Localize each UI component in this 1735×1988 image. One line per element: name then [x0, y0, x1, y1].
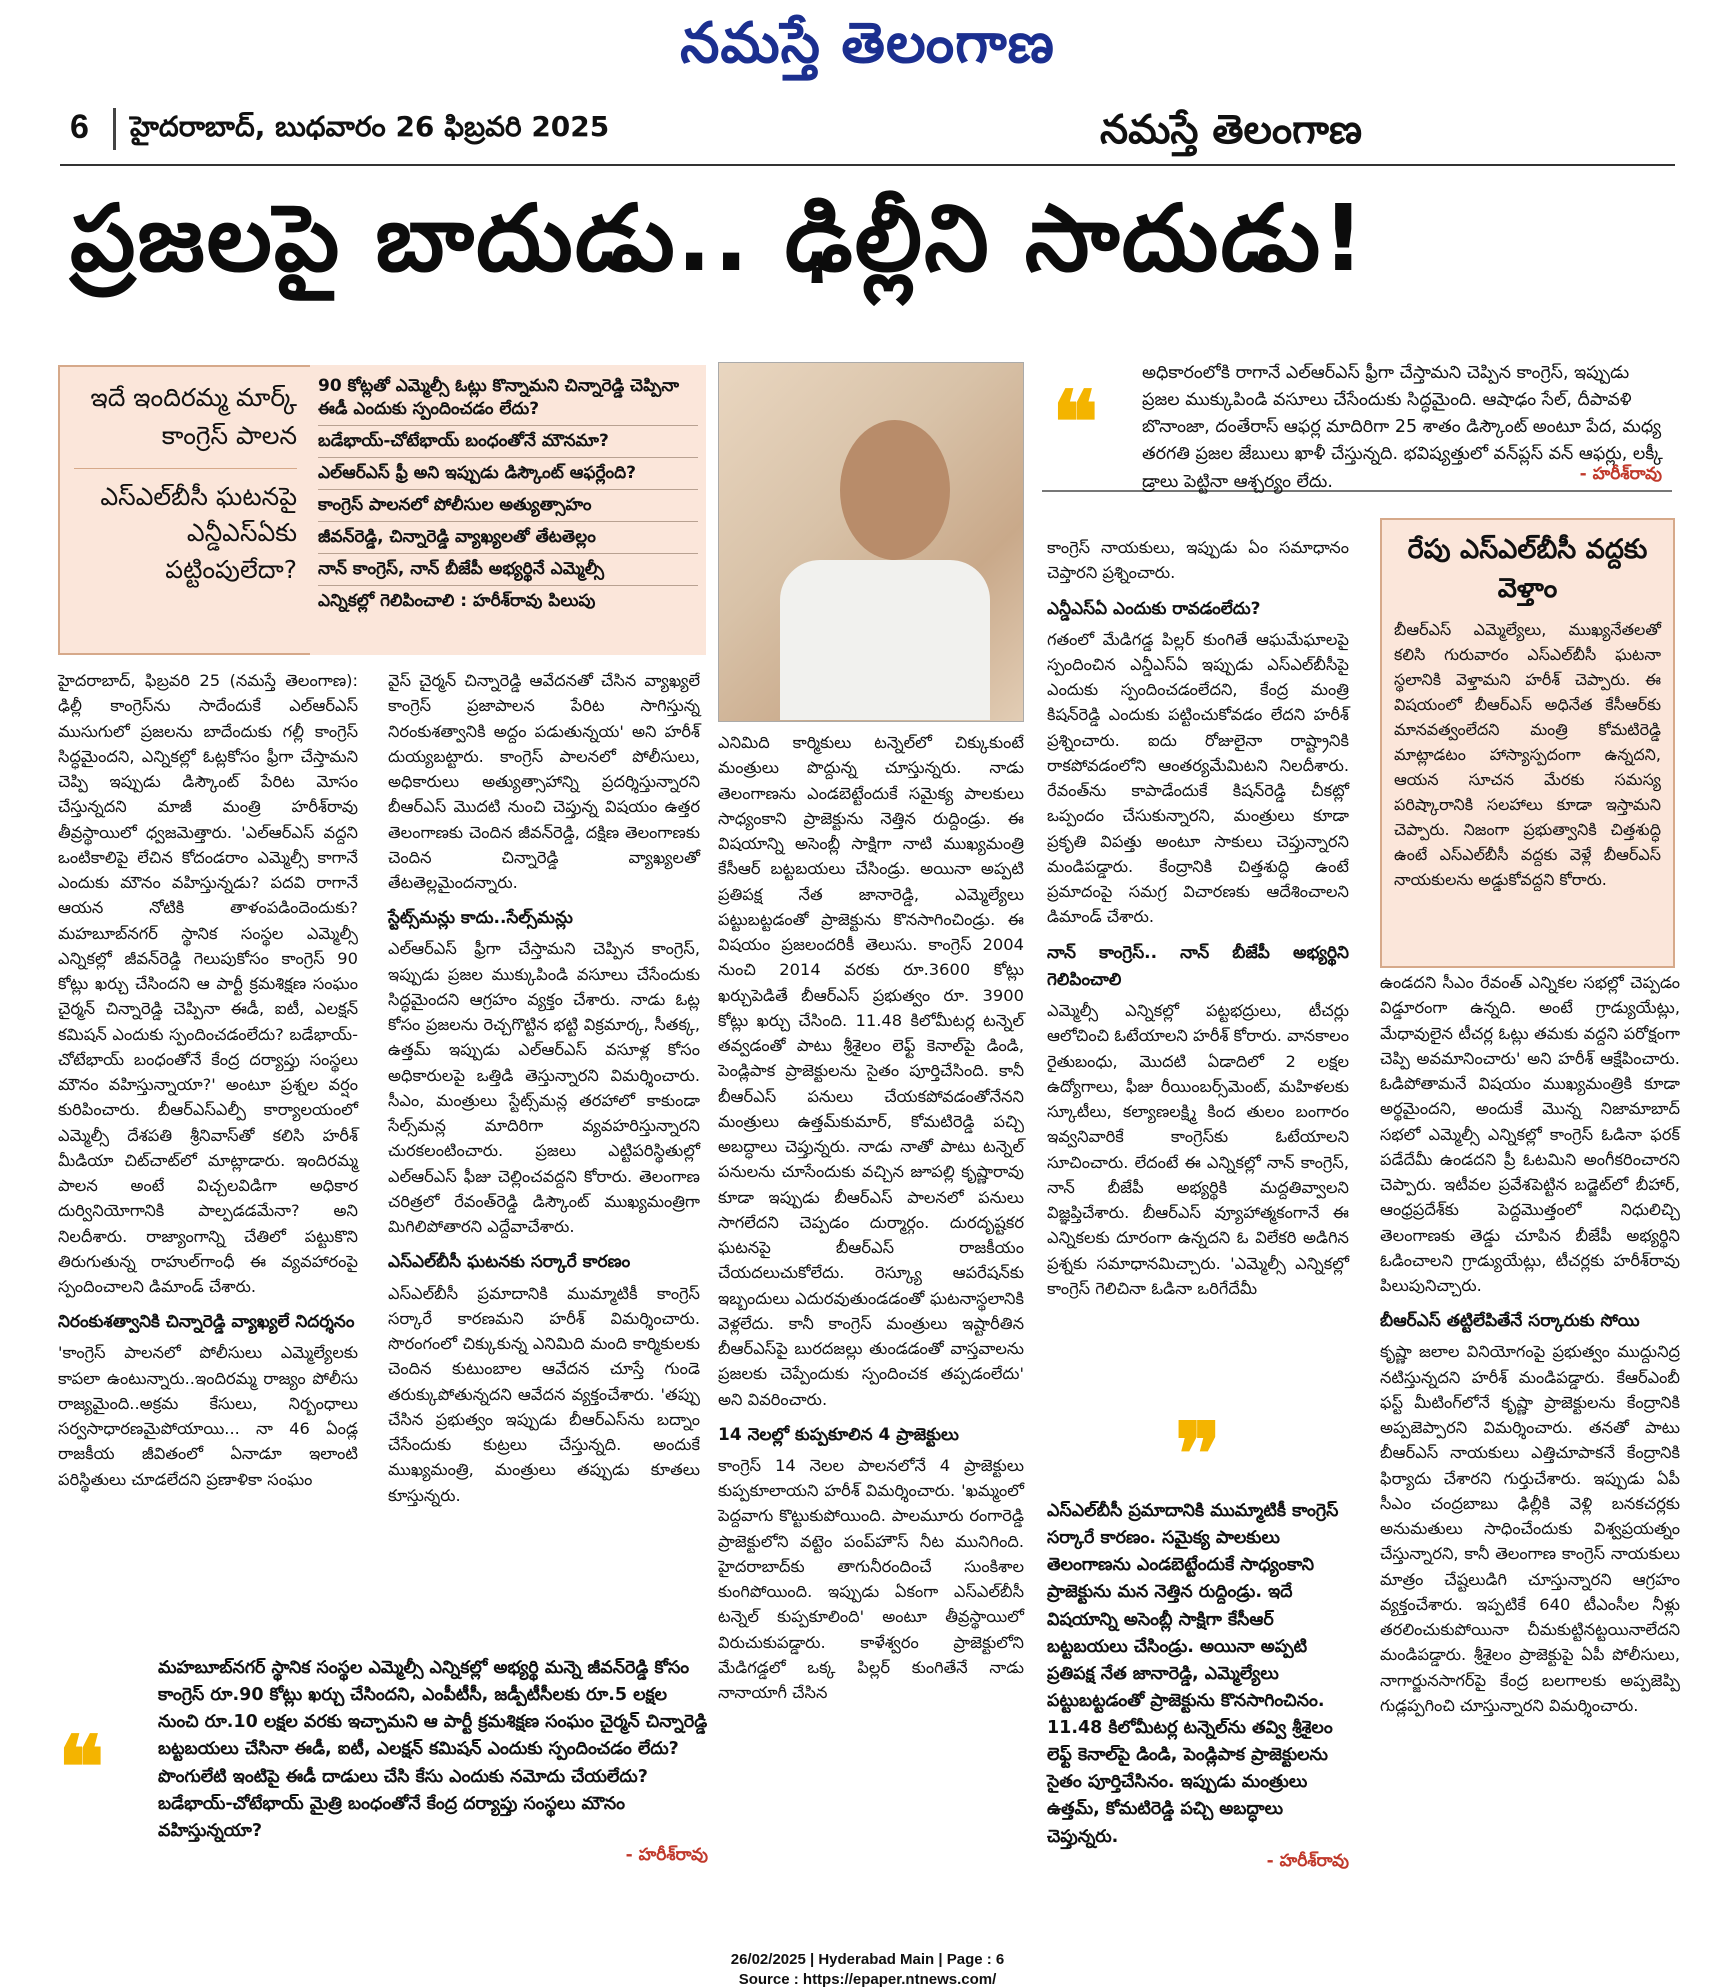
subheading: నిరంకుశత్వానికి చిన్నారెడ్డి వ్యాఖ్యలే నిదర్శనం — [58, 1312, 355, 1333]
quote-icon: ❝ — [58, 1717, 105, 1818]
article-paragraph: ఎస్ఎల్‌బీసీ ప్రమాదానికి ముమ్మాటికీ కాంగ్రెస్ సర్కారే కారణమని హరీశ్ విమర్శించారు. సొరంగంలో చిక్కుకున్న ఎనిమిది మంది కార్మికులకు చెందిన కుటుంబాల ఆవేదన చూస్తే గుండె తరుక్కుపోతున్నదని ఆవేదన వ్యక్తంచేశారు. 'తప్పు చేసిన ప్రభుత్వం ఇప్పుడు బీఆర్ఎస్‌ను బద్నాం చేసేందుకు కుట్రలు చేస్తున్నది. అందుకే ముఖ్యమంత్రి, మంత్రులు తప్పుడు కూతలు కూస్తున్నరు. — [388, 1283, 700, 1505]
quote-signature: - హరీశ్‌రావు — [625, 1844, 708, 1865]
masthead-logo: నమస్తే తెలంగాణ — [680, 10, 1055, 76]
quote-signature: - హరీశ్‌రావు — [1266, 1850, 1349, 1871]
header-rule — [60, 164, 1675, 166]
article-column-3 — [718, 730, 1024, 1705]
highlight-item: నాన్ కాంగ్రెస్, నాన్ బీజేపీ అభ్యర్థినే ఎమ్మెల్సీ — [318, 554, 698, 586]
footer-source: Source : https://epaper.ntnews.com/ — [738, 1970, 997, 1988]
subheading: ఎన్డీఎస్ఏ ఎందుకు రావడంలేదు? — [1047, 598, 1261, 619]
highlight-item: బడేభాయ్-చోటేభాయ్ బంధంతోనే మౌనమా? — [318, 426, 698, 458]
quote-signature: - హరీశ్‌రావు — [1579, 464, 1662, 484]
headline: ప్రజలపై బాదుడు.. ఢిల్లీని సాదుడు! — [70, 185, 1367, 292]
dateline: హైదరాబాద్, బుధవారం 26 ఫిబ్రవరి 2025 — [130, 110, 610, 143]
quote-text: మహబూబ్‌నగర్ స్థానిక సంస్థల ఎమ్మెల్సీ ఎన్నికల్లో అభ్యర్థి మన్నె జీవన్‌రెడ్డి కోసం కాంగ్రెస్ రూ.90 కోట్లు ఖర్చు చేసిందని, ఎంపీటీసీ, జడ్పీటీసీలకు రూ.5 లక్షల నుంచి రూ.10 లక్షల వరకు ఇచ్చామని ఆ పార్టీ క్రమశిక్షణ సంఘం చైర్మన్ చిన్నారెడ్డి బట్టబయలు చేసినా ఈడీ, ఐటీ, ఎలక్షన్ కమిషన్ ఎందుకు స్పందించడం లేదు? పొంగులేటి ఇంటిపై ఈడీ దాడులు చేసి కేసు ఎందుకు నమోదు చేయలేదు? బడేభాయ్-చోటేభాయ్ మైత్రి బంధంతోనే కేంద్ర దర్యాప్తు సంస్థలు మౌనం వహిస్తున్నయా? — [158, 1658, 708, 1841]
subheading: బీఆర్ఎస్ తట్టిలేపితేనే సర్కారుకు సోయి — [1380, 1311, 1640, 1332]
article-paragraph: కృష్ణా జలాల వినియోగంపై ప్రభుత్వం ముద్దునిద్ర నటిస్తున్నదని హరీశ్ మండిపడ్డారు. కేఆర్ఎంబీ ఫస్ట్ మీటింగ్‌లోనే కృష్ణా ప్రాజెక్టులను కేంద్రానికి అప్పజెప్పారని విమర్శించారు. తనతో పాటు బీఆర్ఎస్ నాయకులు ఎత్తిచూపాకనే కేంద్రానికి ఫిర్యాదు చేశారని గుర్తుచేశారు. ఇప్పుడు ఏపీ సీఎం చంద్రబాబు ఢిల్లీకి వెళ్లి బనకచర్లకు అనుమతులు సాధించేందుకు విశ్వప్రయత్నం చేస్తున్నారని, కానీ తెలంగాణ కాంగ్రెస్ నాయకులు మాత్రం చేష్టలుడిగి చూస్తున్నారని ఆగ్రహం వ్యక్తంచేశారు. ఇప్పటికే 640 టీఎంసీల నీళ్లు తరలించుకుపోయినా చీమకుట్టినట్టయినాలేదని మండిపడ్డారు. శ్రీశైలం ప్రాజెక్టుపై ఏపీ పోలీసులు, నాగార్జునసాగర్‌పై కేంద్ర బలగాలకు అప్పజెప్పి గుడ్లప్పగించి చూస్తున్నారని విమర్శించారు. — [1380, 1342, 1680, 1715]
highlight-item: ఎల్ఆర్ఎస్ ఫ్రీ అని ఇప్పుడు డిస్కౌంట్ ఆఫర్లేంది? — [318, 458, 698, 490]
subheading: ఎస్ఎల్‌బీసీ ఘటనకు సర్కారే కారణం — [388, 1252, 631, 1273]
footer — [0, 1950, 1735, 1988]
article-column-2 — [388, 668, 700, 1508]
article-column-4 — [1047, 535, 1349, 1301]
article-paragraph: ఎల్ఆర్ఎస్ ఫ్రీగా చేస్తామని చెప్పిన కాంగ్రెస్, ఇప్పుడు ప్రజల ముక్కుపిండి వసూలు చేసేందుకు సిద్ధమైందని ఆగ్రహం వ్యక్తం చేశారు. నాడు ఓట్ల కోసం ప్రజలను రెచ్చగొట్టిన భట్టి విక్రమార్క, సీతక్క, ఉత్తమ్ ఇప్పుడు ఎల్ఆర్ఎస్ వసూళ్ల కోసం అధికారులపై ఒత్తిడి తెస్తున్నారని విమర్శించారు. సీఎం, మంత్రులు స్టేట్స్‌మన్ల తరహాలో కాకుండా సేల్స్‌మన్ల మాదిరిగా వ్యవహరిస్తున్నారని చురకలంటించారు. ప్రజలు ఎట్టిపరిస్థితుల్లో ఎల్ఆర్ఎస్ ఫీజు చెల్లించవద్దని కోరారు. తెలంగాణ చరిత్రలో రేవంత్‌రెడ్డి డిస్కౌంట్ ముఖ్యమంత్రిగా మిగిలిపోతారని ఎద్దేవాచేశారు. — [388, 939, 700, 1237]
quote-text: అధికారంలోకి రాగానే ఎల్ఆర్ఎస్ ఫ్రీగా చేస్తామని చెప్పిన కాంగ్రెస్, ఇప్పుడు ప్రజల ముక్కుపిండి వసూలు చేసేందుకు సిద్ధమైంది. ఆషాఢం సేల్, దీపావళి బొనాంజా, దంతేరాస్ ఆఫర్ల మాదిరిగా 25 శాతం డిస్కౌంట్ అంటూ పేద, మధ్య తరగతి ప్రజల జేబులు ఖాళీ చేస్తున్నది. భవిష్యత్తులో వన్‌ప్లస్ వన్ ఆఫర్లు, లక్కీ డ్రాలు పెట్టినా ఆశ్చర్యం లేదు. — [1142, 363, 1663, 492]
divider — [113, 108, 116, 150]
highlight-item: జీవన్‌రెడ్డి, చిన్నారెడ్డి వ్యాఖ్యలతో తేటతెల్లం — [318, 522, 698, 554]
page-number: 6 — [70, 108, 89, 146]
highlight-item: ఎన్నికల్లో గెలిపించాలి : హరీశ్‌రావు పిలుపు — [318, 590, 596, 611]
sidebar-title: రేపు ఎస్ఎల్‌బీసీ వద్దకు వెళ్తాం — [1407, 534, 1648, 605]
article-paragraph: వైస్ చైర్మన్ చిన్నారెడ్డి ఆవేదనతో చేసిన వ్యాఖ్యలే కాంగ్రెస్ ప్రజాపాలన పేరిట సాగిస్తున్న నిరంకుశత్వానికి అద్దం పడుతున్నయ' అని హరీశ్ దుయ్యబట్టారు. కాంగ్రెస్ పాలనలో పోలీసులు, అధికారులు అత్యుత్సాహాన్ని ప్రదర్శిస్తున్నారని బీఆర్ఎస్ మొదటి నుంచి చెప్తున్న విషయం ఉత్తర తెలంగాణకు చెందిన జీవన్‌రెడ్డి, దక్షిణ తెలంగాణకు చెందిన చిన్నారెడ్డి వ్యాఖ్యలతో తేటతెల్లమైందన్నారు. — [388, 671, 700, 892]
article-paragraph: కాంగ్రెస్ నాయకులు, ఇప్పుడు ఏం సమాధానం చెప్తారని ప్రశ్నించారు. — [1047, 538, 1349, 583]
highlight-item: 90 కోట్లతో ఎమ్మెల్సీ ఓట్లు కొన్నామని చిన్నారెడ్డి చెప్పినా ఈడీ ఎందుకు స్పందించడం లేదు? — [318, 371, 698, 426]
pull-quote-middle — [1047, 1404, 1349, 1875]
article-paragraph: 'కాంగ్రెస్ పాలనలో పోలీసులు ఎమ్మెల్యేలకు కాపలా ఉంటున్నారు..ఇందిరమ్మ రాజ్యం పోలీసు రాజ్యమైంది..అక్రమ కేసులు, నిర్బంధాలు సర్వసాధారణమైపోయాయి... నా 46 ఏండ్ల రాజకీయ జీవితంలో ఏనాడూ ఇలాంటి పరిస్థితులు చూడలేదని ప్రణాళికా సంఘం — [58, 1343, 358, 1489]
article-paragraph: కాంగ్రెస్ 14 నెలల పాలనలోనే 4 ప్రాజెక్టులు కుప్పకూలాయని హరీశ్ విమర్శించారు. 'ఖమ్మంలో పెద్దవాగు కొట్టుకుపోయింది. పాలమూరు రంగారెడ్డి ప్రాజెక్టులోని వట్టెం పంప్‌హౌస్ నీట మునిగింది. హైదరాబాద్‌కు తాగునీరందించే సుంకిశాల కుంగిపోయింది. ఇప్పుడు ఏకంగా ఎస్ఎల్‌బీసీ టన్నెల్ కుప్పకూలింది' అంటూ తీవ్రస్థాయిలో విరుచుకుపడ్డారు. కాళేశ్వరం ప్రాజెక్టులోని మేడిగడ్డలో ఒక్క పిల్లర్ కుంగితేనే నాడు నానాయాగీ చేసిన — [718, 1455, 1024, 1703]
subheading: స్టేట్స్‌మన్లు కాదు..సేల్స్‌మన్లు — [388, 908, 573, 929]
sidebar-body: బీఆర్ఎస్ ఎమ్మెల్యేలు, ముఖ్యనేతలతో కలిసి గురువారం ఎస్ఎల్‌బీసీ ఘటనా స్థలానికి వెళ్తామని హరీశ్ చెప్పారు. ఈ విషయంలో బీఆర్ఎస్ అధినేత కేసీఆర్‌కు మానవత్వంలేదని మంత్రి కోమటిరెడ్డి మాట్లాడటం హాస్యాస్పదంగా ఉన్నదని, ఆయన సూచన మేరకు సమస్య పరిష్కారానికి సలహాలు కూడా ఇస్తామని చెప్పారు. నిజంగా ప్రభుత్వానికి చిత్తశుద్ధి ఉంటే ఎస్ఎల్‌బీసీ వద్దకు వెళ్లే బీఆర్ఎస్ నాయకులను అడ్డుకోవద్దని కోరారు. — [1394, 620, 1661, 889]
highlight-item: కాంగ్రెస్ పాలనలో పోలీసుల అత్యుత్సాహం — [318, 490, 698, 522]
pull-quote-top — [1042, 360, 1672, 492]
article-column-1 — [58, 668, 358, 1492]
quote-icon: ❞ — [1174, 1404, 1222, 1505]
article-paragraph: ఉండదని సీఎం రేవంత్ ఎన్నికల సభల్లో చెప్పడం విడ్డూరంగా ఉన్నది. అంటే గ్రాడ్యుయేట్లు, మేధావులైన టీచర్ల ఓట్లు తమకు వద్దని పరోక్షంగా చెప్పి అవమానించారు' అని హరీశ్ ఆక్షేపించారు. ఓడిపోతామనే విషయం ముఖ్యమంత్రికి కూడా అర్థమైందని, అందుకే మొన్న నిజామాబాద్ సభలో ఎమ్మెల్సీ ఎన్నికల్లో కాంగ్రెస్ ఓడినా ఫరక్ పడేదేమీ ఉండదని ప్రీ ఓటమిని అంగీకరించారని చెప్పారు. ఇటీవల ప్రవేశపెట్టిన బడ్జెట్‌లో బీహార్, ఆంధ్రప్రదేశ్‌కు పెద్దమొత్తంలో నిధులిచ్చి తెలంగాణకు తెడ్డు చూపిన బీజేపీ అభ్యర్థిని ఓడించాలని గ్రాడ్యుయేట్లు, టీచర్లకు హరీశ్‌రావు పిలుపునిచ్చారు. — [1380, 973, 1680, 1295]
photo-figure-body — [780, 560, 990, 720]
pull-quote-bottom — [58, 1655, 708, 1869]
pullout-box — [58, 365, 313, 655]
pullout-line-1: ఇదే ఇందిరమ్మ మార్క్ కాంగ్రెస్ పాలన — [90, 383, 297, 450]
article-paragraph: ఎమ్మెల్సీ ఎన్నికల్లో పట్టభద్రులు, టీచర్లు ఆలోచించి ఓటేయాలని హరీశ్ కోరారు. వానకాలం రైతుబంధు, మొదటి ఏడాదిలో 2 లక్షల ఉద్యోగాలు, ఫీజు రీయింబర్స్‌మెంట్, మహిళలకు స్కూటీలు, కల్యాణలక్ష్మి కింద తులం బంగారం ఇవ్వనివారికే కాంగ్రెస్‌కు ఓటేయాలని సూచించారు. లేదంటే ఈ ఎన్నికల్లో నాన్ కాంగ్రెస్, నాన్ బీజేపీ అభ్యర్థికి మద్దతివ్వాలని విజ్ఞప్తిచేశారు. బీఆర్ఎస్ వ్యూహాత్మకంగానే ఈ ఎన్నికలకు దూరంగా ఉన్నదని ఓ విలేకరి అడిగిన ప్రశ్నకు సమాధానమిచ్చారు. 'ఎమ్మెల్సీ ఎన్నికల్లో కాంగ్రెస్ గెలిచినా ఓడినా ఒరిగేదేమీ — [1047, 1001, 1349, 1298]
photo-figure-head — [840, 420, 950, 560]
subheading: 14 నెలల్లో కుప్పకూలిన 4 ప్రాజెక్టులు — [718, 1424, 959, 1445]
article-paragraph: ఎనిమిది కార్మికులు టన్నెల్‌లో చిక్కుకుంటే మంత్రులు పొద్దున్న చూస్తున్నరు. నాడు తెలంగాణను ఎండబెట్టేందుకే సమైక్య పాలకులు సాధ్యంకాని ప్రాజెక్టును నెత్తిన రుద్దిండ్రు. ఈ విషయాన్ని అసెంబ్లీ సాక్షిగా నాటి ముఖ్యమంత్రి కేసీఆర్ బట్టబయలు చేసిండ్రు. అయినా అప్పటి ప్రతిపక్ష నేత జానారెడ్డి, ఎమ్మెల్యేలు పట్టుబట్టడంతో ప్రాజెక్టును కొనసాగించిండ్రు. ఈ విషయం ప్రజలందరికీ తెలుసు. కాంగ్రెస్ 2004 నుంచి 2014 వరకు రూ.3600 కోట్లు ఖర్చుపెడితే బీఆర్ఎస్ ప్రభుత్వం రూ. 3900 కోట్లు ఖర్చు చేసింది. 11.48 కిలోమీటర్ల టన్నెల్ తవ్వడంతో పాటు శ్రీశైలం లెఫ్ట్ కెనాల్‌పై డిండి, పెండ్లిపాక ప్రాజెక్టులను సైతం పూర్తిచేసింది. కానీ బీఆర్ఎస్ పనులు చేయకపోవడంతోనేనని మంత్రులు ఉత్తమ్‌కుమార్, కోమటిరెడ్డి పచ్చి అబద్ధాలు చెప్తున్నరు. నాడు నాతో పాటు టన్నెల్ పనులను చూసేందుకు వచ్చిన జూపల్లి కృష్ణారావు కూడా ఇప్పుడు బీఆర్ఎస్ పాలనలో పనులు సాగలేదని చెప్పడం దుర్మార్గం. దురదృష్టకర ఘటనపై బీఆర్ఎస్ రాజకీయం చేయదలుచుకోలేదు. రెస్క్యూ ఆపరేషన్‌కు ఇబ్బందులు ఎదురవుతుండడంతో ఘటనాస్థలానికి వెళ్లలేదు. కానీ కాంగ్రెస్ మంత్రులు ఇష్టారీతిన బీఆర్ఎస్‌పై బురదజల్లు తుండడంతో వాస్తవాలను ప్రజలకు చెప్పేందుకు స్పందించక తప్పడంలేదు' అని వివరించారు. — [718, 733, 1024, 1409]
footer-edition: 26/02/2025 | Hyderabad Main | Page : 6 — [730, 1951, 1005, 1968]
article-paragraph: గతంలో మేడిగడ్డ పిల్లర్ కుంగితే ఆఘమేఘాలపై స్పందించిన ఎన్డీఎస్ఏ ఇప్పుడు ఎస్ఎల్‌బీసీపై ఎందుకు స్పందించడంలేదని, కేంద్ర మంత్రి కిషన్‌రెడ్డి ఎందుకు పట్టించుకోవడం లేదని హరీశ్ ప్రశ్నించారు. ఐదు రోజులైనా రాష్ట్రానికి రాకపోవడంలోని ఆంతర్యమేమిటని నిలదీశారు. రేవంత్‌ను కాపాడేందుకే కిషన్‌రెడ్డి చీకట్లో ఒప్పందం చేసుకున్నారని, మంత్రులు కూడా ప్రకృతి విపత్తు అంటూ సాకులు చెప్తున్నారని మండిపడ్డారు. కేంద్రానికి చిత్తశుద్ధి ఉంటే ప్రమాదంపై సమగ్ర విచారణకు ఆదేశించాలని డిమాండ్ చేశారు. — [1047, 629, 1349, 927]
sidebar-box — [1380, 518, 1675, 968]
quote-text: ఎస్ఎల్‌బీసీ ప్రమాదానికి ముమ్మాటికీ కాంగ్రెస్ సర్కారే కారణం. సమైక్య పాలకులు తెలంగాణను ఎండబెట్టేందుకే సాధ్యంకాని ప్రాజెక్టును మన నెత్తిన రుద్దిండ్రు. ఇదే విషయాన్ని అసెంబ్లీ సాక్షిగా కేసీఆర్ బట్టబయలు చేసిండ్రు. అయినా అప్పటి ప్రతిపక్ష నేత జానారెడ్డి, ఎమ్మెల్యేలు పట్టుబట్టడంతో ప్రాజెక్టును కొనసాగించినం. 11.48 కిలోమీటర్ల టన్నెల్‌ను తవ్వి శ్రీశైలం లెఫ్ట్ కెనాల్‌పై డిండి, పెండ్లిపాక ప్రాజెక్టులను సైతం పూర్తిచేసినం. ఇప్పుడు మంత్రులు ఉత్తమ్, కోమటిరెడ్డి పచ్చి అబద్ధాలు చెప్తున్నరు. — [1047, 1501, 1339, 1847]
article-paragraph: హైదరాబాద్, ఫిబ్రవరి 25 (నమస్తే తెలంగాణ): ఢిల్లీ కాంగ్రెస్‌ను సాదేందుకే ఎల్ఆర్ఎస్ ముసుగులో ప్రజలను బాదేందుకు గల్లీ కాంగ్రెస్ సిద్ధమైందని, ఎన్నికల్లో ఓట్లకోసం ఫ్రీగా చేస్తామని చెప్పి ఇప్పుడు డిస్కౌంట్ పేరిట మోసం చేస్తున్నదని మాజీ మంత్రి హరీశ్‌రావు తీవ్రస్థాయిలో ధ్వజమెత్తారు. 'ఎల్ఆర్ఎస్ వద్దని ఒంటికాలిపై లేచిన కోదండరాం ఎమ్మెల్సీ కాగానే ఎందుకు మౌనం వహిస్తున్నడు? పదవి రాగానే ఆయన నోటికి తాళంపడిందెందుకు? మహబూబ్‌నగర్ స్థానిక సంస్థల ఎమ్మెల్సీ ఎన్నికల్లో జీవన్‌రెడ్డి గెలుపుకోసం కాంగ్రెస్ 90 కోట్లు ఖర్చు చేసిందని ఆ పార్టీ క్రమశిక్షణ సంఘం చైర్మన్ చిన్నారెడ్డి చెప్పినా ఈడీ, ఐటీ, ఎలక్షన్ కమిషన్ ఎందుకు స్పందించడంలేదు? బడేభాయ్-చోటేభాయ్ బంధంతోనే కేంద్ర దర్యాప్తు సంస్థలు మౌనం వహిస్తున్నాయా?' అంటూ ప్రశ్నల వర్షం కురిపించారు. బీఆర్ఎస్ఎల్పీ కార్యాలయంలో ఎమ్మెల్సీ దేశపతి శ్రీనివాస్‌తో కలిసి హరీశ్ మీడియా చిట్‌చాట్‌లో మాట్లాడారు. ఇందిరమ్మ పాలన అంటే విచ్చలవిడిగా అధికార దుర్వినియోగానికి పాల్పడడమేనా? అని నిలదీశారు. రాజ్యాంగాన్ని చేతిలో పట్టుకొని తిరుగుతున్న రాహుల్‌గాంధీ ఈ వ్యవహారంపై స్పందించాలని డిమాండ్ చేశారు. — [58, 671, 358, 1296]
quote-icon: ❝ — [1052, 372, 1099, 473]
brand-small: నమస్తే తెలంగాణ — [1100, 106, 1363, 153]
pullout-line-2: ఎస్ఎల్‌బీసీ ఘటనపై ఎన్డీఎస్ఏకు పట్టింపులేదా? — [74, 468, 297, 588]
subheading: నాన్ కాంగ్రెస్.. నాన్ బీజేపీ అభ్యర్థిని గెలిపించాలి — [1047, 942, 1349, 990]
article-column-5 — [1380, 970, 1680, 1718]
highlights-list — [310, 365, 706, 655]
